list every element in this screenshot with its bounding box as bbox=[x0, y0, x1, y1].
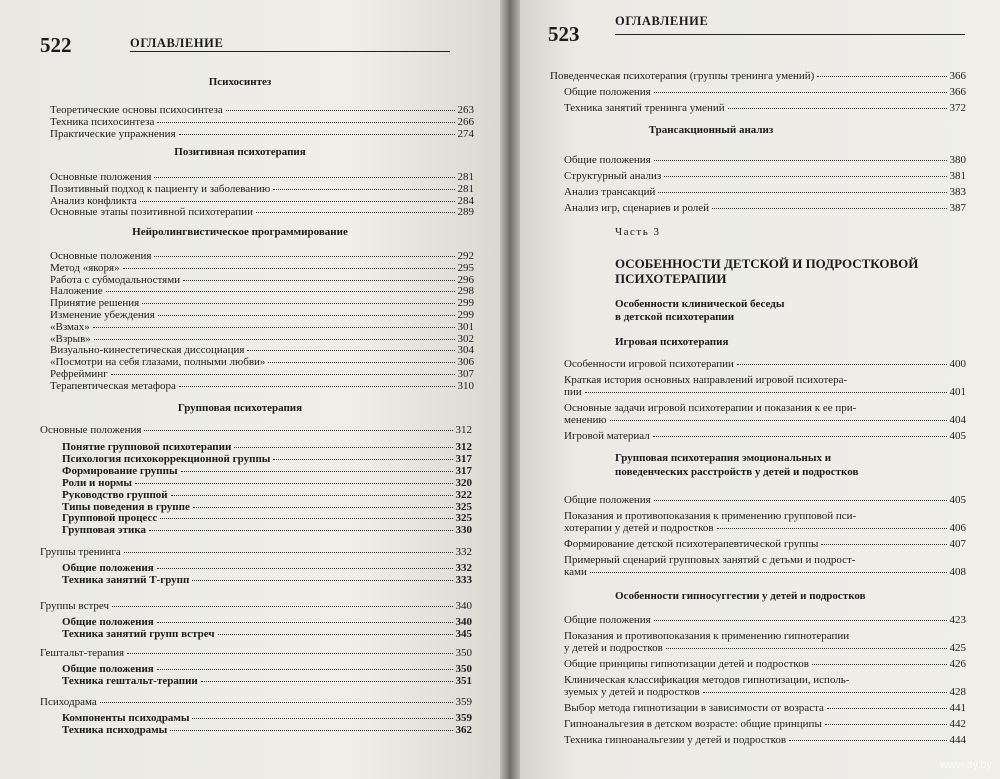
toc-entry[interactable]: Основные положения 312 bbox=[40, 424, 472, 436]
header-rule bbox=[130, 51, 450, 52]
toc-entry[interactable]: Анализ конфликта 284 bbox=[50, 194, 474, 207]
toc-entry[interactable]: Терапевтическая метафора 310 bbox=[50, 379, 474, 392]
section-heading: поведенческих расстройств у детей и подростков bbox=[615, 466, 859, 478]
toc-entry[interactable]: «Взмах» 301 bbox=[50, 320, 474, 333]
toc-entry[interactable]: Гипноанальгезия в детском возрасте: общие принципы 442 bbox=[564, 718, 966, 730]
toc-entry[interactable]: Гештальт-терапия 350 bbox=[40, 647, 472, 659]
section-heading: Особенности гипносуггестии у детей и подростков bbox=[615, 590, 866, 602]
section-heading: Психосинтез bbox=[208, 76, 272, 88]
toc-entry[interactable]: Групповой процесс 325 bbox=[62, 512, 472, 525]
toc-entry[interactable]: Основные этапы позитивной психотерапии 289 bbox=[50, 206, 474, 219]
part-title: ПСИХОТЕРАПИИ bbox=[615, 271, 727, 286]
toc-entry[interactable]: Техника занятий Т-групп 333 bbox=[62, 574, 472, 586]
toc-entry[interactable]: Общие положения 332 bbox=[62, 562, 472, 574]
toc-entry[interactable]: Общие положения 350 bbox=[62, 663, 472, 675]
toc-entry[interactable]: Общие положения 380 bbox=[564, 154, 966, 166]
toc-entry[interactable]: Роли и нормы 320 bbox=[62, 476, 472, 489]
toc-entry[interactable]: Основные положения 281 bbox=[50, 171, 474, 183]
toc-entry[interactable]: Наложение 298 bbox=[50, 285, 474, 298]
toc-entry[interactable]: Компоненты психодрамы 359 bbox=[62, 712, 472, 724]
toc-entry[interactable]: Клиническая классификация методов гипнотизации, исполь- bbox=[564, 674, 850, 686]
toc-entry[interactable]: Примерный сценарий групповых занятий с детьми и подрост- bbox=[564, 554, 856, 566]
section-heading: Групповая психотерапия эмоциональных и bbox=[615, 452, 832, 464]
toc-entry[interactable]: Показания и противопоказания к применению групповой пси- bbox=[564, 510, 857, 522]
section-heading: Трансакционный анализ bbox=[648, 124, 774, 136]
right-page bbox=[520, 0, 1000, 779]
toc-entry[interactable]: Основные положения 292 bbox=[50, 250, 474, 262]
toc-entry[interactable]: Теоретические основы психосинтеза 263 bbox=[50, 104, 474, 116]
toc-entry[interactable]: Техника гипноанальгезии у детей и подростков 444 bbox=[564, 734, 966, 746]
part-label: Часть 3 bbox=[615, 226, 661, 238]
toc-entry[interactable]: Техника занятий тренинга умений 372 bbox=[564, 102, 966, 114]
toc-entry[interactable]: Поведенческая психотерапия (группы тренинга умений) 366 bbox=[550, 70, 966, 82]
left-running-title: ОГЛАВЛЕНИЕ bbox=[130, 36, 224, 50]
toc-entry[interactable]: Визуально-кинестетическая диссоциация 304 bbox=[50, 344, 474, 357]
toc-entry[interactable]: Групповая этика 330 bbox=[62, 524, 472, 537]
toc-entry[interactable]: Техника гештальт-терапии 351 bbox=[62, 675, 472, 687]
toc-entry[interactable]: Особенности игровой психотерапии 400 bbox=[564, 358, 966, 370]
toc-entry[interactable]: менению 404 bbox=[564, 414, 966, 426]
toc-entry[interactable]: Анализ трансакций 383 bbox=[564, 186, 966, 198]
toc-entry[interactable]: Общие положения 366 bbox=[564, 86, 966, 98]
part-title: ОСОБЕННОСТИ ДЕТСКОЙ И ПОДРОСТКОВОЙ bbox=[615, 256, 919, 271]
toc-entry[interactable]: Метод «якоря» 295 bbox=[50, 261, 474, 274]
toc-entry[interactable]: «Взрыв» 302 bbox=[50, 332, 474, 345]
right-page-number: 523 bbox=[548, 22, 580, 46]
watermark: www.ay.by bbox=[940, 759, 992, 771]
toc-entry[interactable]: Общие принципы гипнотизации детей и подростков 426 bbox=[564, 658, 966, 670]
toc-entry[interactable]: Практические упражнения 274 bbox=[50, 127, 474, 140]
toc-entry[interactable]: Основные задачи игровой психотерапии и показания к ее при- bbox=[564, 402, 857, 414]
toc-entry[interactable]: Общие положения 405 bbox=[564, 494, 966, 506]
toc-entry[interactable]: Работа с субмодальностями 296 bbox=[50, 273, 474, 286]
section-heading: Позитивная психотерапия bbox=[174, 146, 306, 158]
toc-entry[interactable]: Общие положения 340 bbox=[62, 616, 472, 628]
toc-entry[interactable]: пии 401 bbox=[564, 386, 966, 398]
toc-entry[interactable]: Группы встреч 340 bbox=[40, 600, 472, 612]
toc-entry[interactable]: Принятие решения 299 bbox=[50, 297, 474, 310]
toc-entry[interactable]: Игровой материал 405 bbox=[564, 430, 966, 442]
toc-entry[interactable]: Выбор метода гипнотизации в зависимости от возраста 441 bbox=[564, 702, 966, 714]
right-running-title: ОГЛАВЛЕНИЕ bbox=[615, 14, 709, 28]
toc-entry[interactable]: Формирование детской психотерапевтической группы 407 bbox=[564, 538, 966, 550]
toc-entry[interactable]: зуемых у детей и подростков 428 bbox=[564, 686, 966, 698]
section-heading: Игровая психотерапия bbox=[615, 336, 729, 348]
toc-entry[interactable]: Анализ игр, сценариев и ролей 387 bbox=[564, 202, 966, 214]
toc-entry[interactable]: Группы тренинга 332 bbox=[40, 546, 472, 558]
toc-entry[interactable]: Психодрама 359 bbox=[40, 696, 472, 708]
toc-entry[interactable]: у детей и подростков 425 bbox=[564, 642, 966, 654]
toc-entry[interactable]: Структурный анализ 381 bbox=[564, 170, 966, 182]
section-heading[interactable]: Особенности клинической беседы bbox=[615, 298, 785, 310]
toc-entry[interactable]: Психология психокоррекционной группы 317 bbox=[62, 452, 472, 465]
toc-entry[interactable]: Понятие групповой психотерапии 312 bbox=[62, 441, 472, 453]
toc-entry[interactable]: Формирование группы 317 bbox=[62, 464, 472, 477]
toc-entry[interactable]: Руководство группой 322 bbox=[62, 488, 472, 501]
toc-entry[interactable]: Краткая история основных направлений игровой психотера- bbox=[564, 374, 848, 386]
section-heading: Групповая психотерапия bbox=[177, 402, 303, 414]
toc-entry[interactable]: хотерапии у детей и подростков 406 bbox=[564, 522, 966, 534]
toc-entry[interactable]: Типы поведения в группе 325 bbox=[62, 500, 472, 513]
toc-entry[interactable]: Техника психодрамы 362 bbox=[62, 724, 472, 736]
toc-entry[interactable]: Позитивный подход к пациенту и заболеванию 281 bbox=[50, 182, 474, 195]
toc-entry[interactable]: Рефрейминг 307 bbox=[50, 368, 474, 380]
left-page-number: 522 bbox=[40, 33, 72, 57]
section-heading[interactable]: в детской психотерапии bbox=[615, 311, 735, 323]
book-gutter bbox=[500, 0, 520, 779]
toc-entry[interactable]: Техника психосинтеза 266 bbox=[50, 115, 474, 128]
toc-entry[interactable]: Общие положения 423 bbox=[564, 614, 966, 626]
header-rule bbox=[615, 34, 965, 35]
toc-entry[interactable]: Техника занятий групп встреч 345 bbox=[62, 628, 472, 640]
toc-entry[interactable]: ками 408 bbox=[564, 566, 966, 578]
section-heading: Нейролингвистическое программирование bbox=[132, 226, 348, 238]
toc-entry[interactable]: «Посмотри на себя глазами, полными любви» 306 bbox=[50, 356, 474, 369]
toc-entry[interactable]: Показания и противопоказания к применению гипнотерапии bbox=[564, 630, 850, 642]
toc-entry[interactable]: Изменение убеждения 299 bbox=[50, 309, 474, 321]
